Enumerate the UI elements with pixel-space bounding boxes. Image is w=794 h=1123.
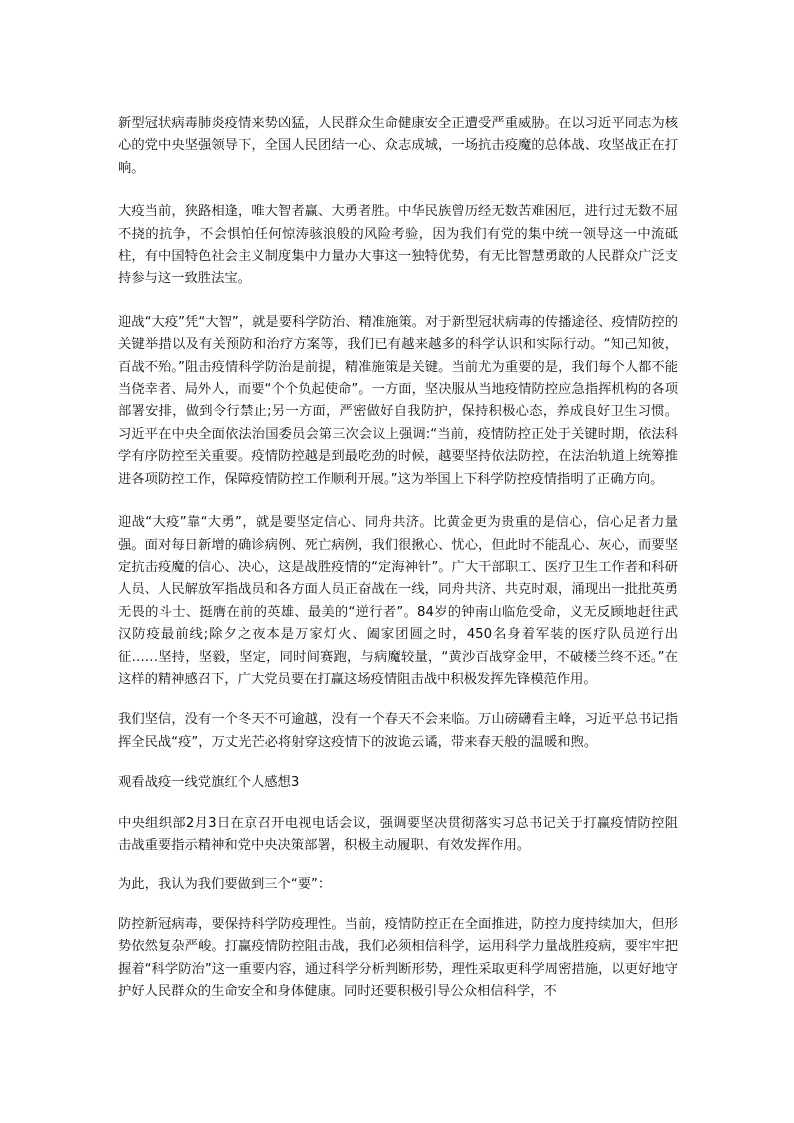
paragraph-scientific-rationality: 防控新冠病毒，要保持科学防疫理性。当前，疫情防控正在全面推进，防控力度持续加大，但形势依然复杂严峻。打赢疫情防控阻击战，我们必须相信科学，运用科学力量战胜疫病，要牢牢把握着“科学防治”这一重要内容，通过科学分析判断形势，理性采取更科学周密措施，以更好地守护好人民群众的生命安全和身体健康。同时还要积极引导公众相信科学，不 bbox=[118, 916, 678, 999]
paragraph-scientific-prevention: 迎战“大疫”凭“大智”，就是要科学防治、精准施策。对于新型冠状病毒的传播途径、疫情防控的关键举措以及有关预防和治疗方案等，我们已有越来越多的科学认识和实际行动。“知己知彼，百战不殆。”阻击疫情科学防治是前提，精准施策是关键。当前尤为重要的是，我们每个人都不能当侥幸者、局外人，而要“个个负起使命”。一方面，坚决服从当地疫情防控应急指挥机构的各项部署安排，做到令行禁止;另一方面，严密做好自我防护，保持积极心态，养成良好卫生习惯。习近平在中央全面依法治国委员会第三次会议上强调:“当前，疫情防控正处于关键时期，依法科学有序防控至关重要。疫情防控越是到最吃劲的时候，越要坚持依法防控，在法治轨道上统筹推进各项防控工作，保障疫情防控工作顺利开展。”这为举国上下科学防控疫情指明了正确方向。 bbox=[118, 314, 678, 487]
paragraph-confidence-solidarity: 迎战“大疫”靠“大勇”，就是要坚定信心、同舟共济。比黄金更为贵重的是信心，信心足者力量强。面对每日新增的确诊病例、死亡病例，我们很揪心、忧心，但此时不能乱心、灰心，而要坚定抗击疫魔的信心、决心，这是战胜疫情的“定海神针”。广大干部职工、医疗卫生工作者和科研人员、人民解放军指战员和各方面人员正奋战在一线，同舟共济、共克时艰，涌现出一批批英勇无畏的斗士、挺膺在前的英雄、最美的“逆行者”。84岁的钟南山临危受命，义无反顾地赶往武汉防疫最前线;除夕之夜本是万家灯火、阖家团圆之时，450名身着军装的医疗队员逆行出征……坚持，坚毅，坚定，同时间赛跑，与病魔较量，“黄沙百战穿金甲，不破楼兰终不还。”在这样的精神感召下，广大党员要在打赢这场疫情阻击战中积极发挥先锋模范作用。 bbox=[118, 515, 678, 687]
paragraph-organization-meeting: 中央组织部2月3日在京召开电视电话会议，强调要坚决贯彻落实习总书记关于打赢疫情防控阻击战重要指示精神和党中央决策部署，积极主动履职、有效发挥作用。 bbox=[118, 815, 678, 853]
section-heading: 观看战疫一线党旗红个人感想3 bbox=[118, 775, 300, 791]
paragraph-spring-will-come: 我们坚信，没有一个冬天不可逾越，没有一个春天不会来临。万山磅礴看主峰，习近平总书记指挥全民战“疫”，万丈光芒必将射穿这疫情下的波诡云谲，带来春天般的温暖和煦。 bbox=[118, 712, 678, 750]
paragraph-great-wisdom-courage: 大疫当前，狭路相逢，唯大智者赢、大勇者胜。中华民族曾历经无数苦难困厄，进行过无数不屈不挠的抗争，不会惧怕任何惊涛骇浪般的风险考验，因为我们有党的集中统一领导这一中流砥柱，有中国特色社会主义制度集中力量办大事这一独特优势，有无比智慧勇敢的人民群众广泛支持参与这一致胜法宝。 bbox=[118, 204, 678, 287]
paragraph-three-musts: 为此，我认为我们要做到三个“要”： bbox=[118, 877, 332, 893]
paragraph-intro: 新型冠状病毒肺炎疫情来势凶猛，人民群众生命健康安全正遭受严重威胁。在以习近平同志为核心的党中央坚强领导下，全国人民团结一心、众志成城，一场抗击疫魔的总体战、攻坚战正在打响。 bbox=[118, 116, 678, 176]
document-body bbox=[118, 113, 678, 1003]
